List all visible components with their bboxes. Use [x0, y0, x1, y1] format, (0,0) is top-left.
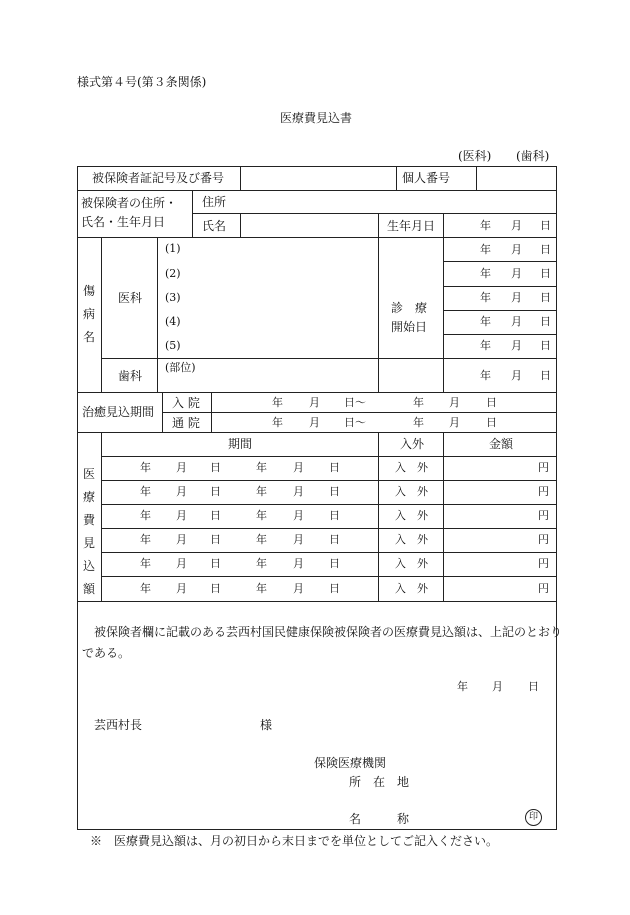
- vertical-char: 傷: [82, 284, 95, 298]
- month-unit: 月: [293, 485, 304, 498]
- day-unit: 日: [486, 416, 497, 429]
- honorific-label: 様: [260, 718, 273, 732]
- institution-name-label[interactable]: 名 称: [349, 812, 410, 826]
- vertical-char: 込: [82, 559, 95, 573]
- vertical-char: 名: [82, 330, 95, 344]
- row-line: [443, 334, 556, 335]
- day-unit: 日: [540, 315, 551, 328]
- diagnosis-item-1[interactable]: (1): [165, 242, 181, 255]
- form-title: 医療費見込書: [280, 111, 353, 125]
- vertical-char: 費: [82, 513, 95, 527]
- dept-medical-label: (医科): [458, 149, 492, 163]
- form-number: 様式第４号(第３条関係): [77, 75, 207, 89]
- row-line: [101, 576, 556, 577]
- year-unit: 年: [480, 267, 491, 280]
- day-unit: 日: [540, 369, 551, 382]
- month-unit: 月: [293, 533, 304, 546]
- year-unit: 年: [256, 509, 267, 522]
- row-line: [192, 213, 556, 214]
- table-left-border: [77, 166, 78, 830]
- amount-header: 金額: [489, 437, 514, 451]
- period-header: 期間: [228, 437, 253, 451]
- month-unit: 月: [176, 485, 187, 498]
- year-unit: 年: [256, 461, 267, 474]
- in-out-cell: 入 外: [395, 533, 428, 546]
- year-unit: 年: [140, 582, 151, 595]
- tilde: 〜: [355, 396, 366, 409]
- month-unit: 月: [176, 557, 187, 570]
- in-out-cell: 入 外: [395, 461, 428, 474]
- month-unit: 月: [511, 315, 522, 328]
- vertical-char: 見: [82, 536, 95, 550]
- month-unit: 月: [293, 461, 304, 474]
- mayor-label: 芸西村長: [94, 718, 143, 732]
- day-unit: 日: [210, 582, 221, 595]
- yen-unit: 円: [538, 533, 549, 546]
- day-unit: 日: [540, 267, 551, 280]
- row-line: [162, 412, 556, 413]
- table-top-border: [77, 166, 556, 167]
- day-unit: 日: [329, 533, 340, 546]
- in-out-cell: 入 外: [395, 509, 428, 522]
- year-unit: 年: [256, 485, 267, 498]
- diagnosis-item-4[interactable]: (4): [165, 315, 181, 328]
- personal-number-field[interactable]: [478, 168, 555, 189]
- month-unit: 月: [492, 680, 503, 693]
- name-label: 氏名: [202, 219, 227, 233]
- year-unit: 年: [480, 243, 491, 256]
- cost-estimate-vertical-label: [82, 463, 96, 601]
- day-unit: 日: [486, 396, 497, 409]
- consult-start-label-line1: 診 療: [391, 301, 428, 315]
- month-unit: 月: [176, 582, 187, 595]
- month-unit: 月: [293, 509, 304, 522]
- month-unit: 月: [293, 582, 304, 595]
- footnote: ※ 医療費見込額は、月の初日から末日までを単位としてご記入ください。: [90, 834, 499, 848]
- month-unit: 月: [511, 369, 522, 382]
- month-unit: 月: [511, 243, 522, 256]
- day-unit: 日: [540, 219, 551, 232]
- day-unit: 日: [344, 396, 355, 409]
- row-line: [443, 286, 556, 287]
- year-unit: 年: [480, 291, 491, 304]
- year-unit: 年: [140, 485, 151, 498]
- day-unit: 日: [329, 582, 340, 595]
- year-unit: 年: [256, 582, 267, 595]
- dental-dept-label: 歯科: [118, 369, 143, 383]
- table-bottom-border: [77, 829, 557, 830]
- col-line: [101, 432, 102, 601]
- tilde: 〜: [355, 416, 366, 429]
- in-out-cell: 入 外: [395, 557, 428, 570]
- row-line: [443, 261, 556, 262]
- year-unit: 年: [272, 396, 283, 409]
- col-line: [443, 432, 444, 601]
- month-unit: 月: [309, 416, 320, 429]
- row-line: [101, 504, 556, 505]
- in-out-cell: 入 外: [395, 485, 428, 498]
- col-line: [192, 190, 193, 237]
- name-field[interactable]: [242, 215, 377, 236]
- table-right-border: [556, 166, 557, 830]
- yen-unit: 円: [538, 485, 549, 498]
- month-unit: 月: [449, 416, 460, 429]
- year-unit: 年: [480, 315, 491, 328]
- day-unit: 日: [329, 461, 340, 474]
- diagnosis-item-5[interactable]: (5): [165, 339, 181, 352]
- month-unit: 月: [511, 291, 522, 304]
- diagnosis-item-2[interactable]: (2): [165, 267, 181, 280]
- year-unit: 年: [272, 416, 283, 429]
- day-unit: 日: [540, 243, 551, 256]
- day-unit: 日: [540, 291, 551, 304]
- year-unit: 年: [480, 219, 491, 232]
- col-line: [240, 166, 241, 190]
- outpatient-label: 通 院: [172, 416, 200, 430]
- medical-dept-label: 医科: [118, 291, 143, 305]
- yen-unit: 円: [538, 557, 549, 570]
- yen-unit: 円: [538, 461, 549, 474]
- inpatient-label: 入 院: [172, 396, 200, 410]
- year-unit: 年: [140, 461, 151, 474]
- month-unit: 月: [511, 219, 522, 232]
- col-line: [378, 213, 379, 237]
- year-unit: 年: [256, 557, 267, 570]
- day-unit: 日: [540, 339, 551, 352]
- insurance-id-field[interactable]: [242, 168, 395, 189]
- vertical-char: 療: [82, 490, 95, 504]
- col-line: [211, 392, 212, 432]
- birthdate-label: 生年月日: [387, 219, 436, 233]
- day-unit: 日: [329, 557, 340, 570]
- address-label: 住所: [202, 195, 227, 209]
- vertical-char: 医: [82, 467, 95, 481]
- insured-label-line1: 被保険者の住所・: [81, 196, 178, 210]
- col-line: [162, 392, 163, 432]
- row-line: [101, 358, 556, 359]
- year-unit: 年: [480, 339, 491, 352]
- dental-site-field[interactable]: (部位): [165, 361, 196, 374]
- day-unit: 日: [528, 680, 539, 693]
- day-unit: 日: [329, 509, 340, 522]
- year-unit: 年: [140, 533, 151, 546]
- institution-label: 保険医療機関: [314, 756, 387, 770]
- col-line: [476, 166, 477, 190]
- year-unit: 年: [413, 416, 424, 429]
- year-unit: 年: [140, 557, 151, 570]
- month-unit: 月: [176, 533, 187, 546]
- month-unit: 月: [449, 396, 460, 409]
- col-line: [396, 166, 397, 190]
- year-unit: 年: [413, 396, 424, 409]
- row-line: [101, 480, 556, 481]
- day-unit: 日: [210, 485, 221, 498]
- row-line: [77, 601, 556, 602]
- month-unit: 月: [176, 461, 187, 474]
- row-line: [77, 190, 556, 191]
- insured-label-line2: 氏名・生年月日: [81, 215, 166, 229]
- declaration-line1: 被保険者欄に記載のある芸西村国民健康保険被保険者の医療費見込額は、上記のとおり: [94, 625, 563, 639]
- treatment-period-label: 治癒見込期間: [82, 405, 155, 419]
- in-out-cell: 入 外: [395, 582, 428, 595]
- consult-start-label-line2: 開始日: [391, 320, 428, 334]
- month-unit: 月: [309, 396, 320, 409]
- row-line: [77, 237, 556, 238]
- insurance-id-label: 被保険者証記号及び番号: [92, 171, 225, 185]
- day-unit: 日: [210, 509, 221, 522]
- yen-unit: 円: [538, 582, 549, 595]
- vertical-char: 病: [82, 307, 95, 321]
- year-unit: 年: [457, 680, 468, 693]
- diagnosis-vertical-label: [82, 280, 96, 349]
- day-unit: 日: [210, 461, 221, 474]
- col-line: [157, 237, 158, 392]
- day-unit: 日: [344, 416, 355, 429]
- month-unit: 月: [511, 267, 522, 280]
- row-line: [101, 528, 556, 529]
- in-out-header: 入外: [400, 437, 425, 451]
- dept-dental-label: (歯科): [516, 149, 550, 163]
- day-unit: 日: [210, 533, 221, 546]
- vertical-char: 額: [82, 582, 95, 596]
- month-unit: 月: [511, 339, 522, 352]
- month-unit: 月: [176, 509, 187, 522]
- row-line: [101, 552, 556, 553]
- col-line: [240, 213, 241, 237]
- month-unit: 月: [293, 557, 304, 570]
- year-unit: 年: [256, 533, 267, 546]
- location-label[interactable]: 所 在 地: [349, 775, 410, 789]
- declaration-line2: である。: [82, 646, 131, 660]
- row-line: [443, 310, 556, 311]
- day-unit: 日: [210, 557, 221, 570]
- year-unit: 年: [140, 509, 151, 522]
- diagnosis-item-3[interactable]: (3): [165, 291, 181, 304]
- yen-unit: 円: [538, 509, 549, 522]
- row-line: [77, 432, 556, 433]
- col-line: [378, 237, 379, 392]
- row-line: [101, 456, 556, 457]
- year-unit: 年: [480, 369, 491, 382]
- col-line: [101, 237, 102, 392]
- personal-number-label: 個人番号: [402, 171, 451, 185]
- address-field[interactable]: [242, 192, 555, 212]
- col-line: [443, 213, 444, 392]
- day-unit: 日: [329, 485, 340, 498]
- row-line: [77, 392, 556, 393]
- col-line: [378, 432, 379, 601]
- seal-icon: 印: [525, 809, 542, 826]
